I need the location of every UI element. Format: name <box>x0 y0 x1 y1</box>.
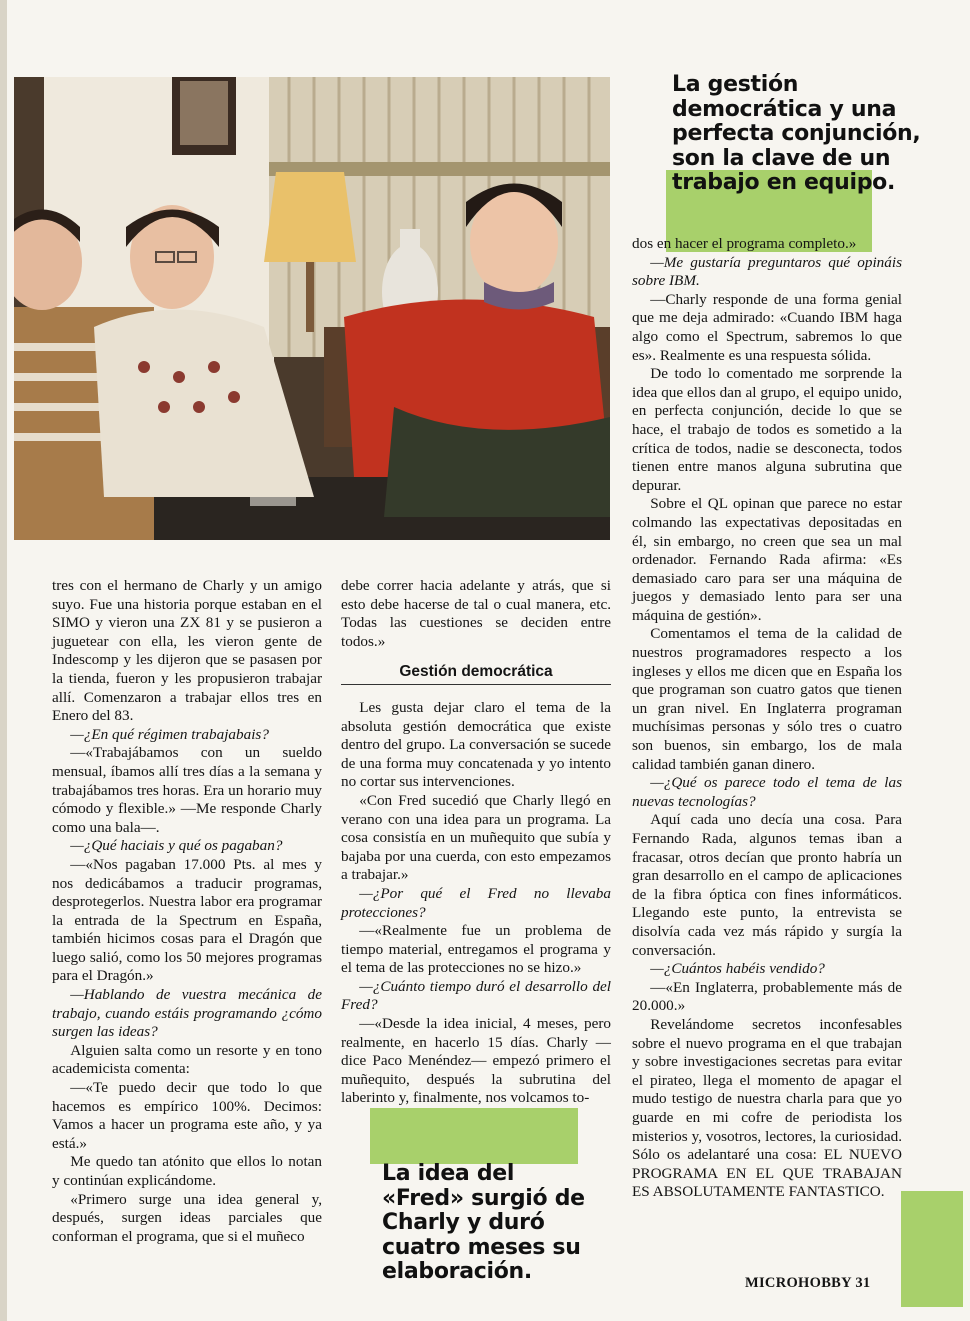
paragraph: Me quedo tan atónito que ellos lo notan y continúan explicándome. <box>52 1153 322 1189</box>
pullquote-top: La gestión democrática y una perfecta conjunción, son la clave de un trabajo en equipo. <box>672 72 921 195</box>
paragraph: tres con el hermano de Charly y un amigo suyo. Fue una historia porque estaban en el SIMO y vieron una ZX 81 y se pusieron a juguetear con ella, les vieron gente de Indescomp y les dijeron que se pasasen por la tienda, fueron y les propusieron trabajar allí. Comenzaron a trabajar ellos tres en Enero del 83. <box>52 577 322 725</box>
paragraph: —«En Inglaterra, probablemente más de 20.000.» <box>632 978 902 1015</box>
page-edge <box>0 0 7 1321</box>
interview-question: —¿Cuántos habéis vendido? <box>650 960 825 978</box>
interview-question: —Hablando de vuestra mecánica de trabajo, cuando estáis programando ¿cómo surgen las ideas? <box>52 986 322 1041</box>
paragraph: Comentamos el tema de la calidad de nuestros programadores respecto a los ingleses y ellos me dicen que en España los que programan son cuatro gatos que tienen un gran nivel. En Inglaterra programan muchísimas personas y sólo tres o cuatro son buenos, sin embargo, los de mala calidad también ganan dinero. <box>632 625 902 773</box>
green-edge-tab <box>901 1191 963 1307</box>
interview-photo <box>14 77 610 540</box>
paragraph: Revelándome secretos inconfesables sobre el nuevo programa en el que trabajan y sobre investigaciones secretas para evitar el pirateo, llega el momento de apagar el mudo testigo de nuestra charla para que yo guarde en mi cofre de periodista los misterios y, vosotros, lectores, la curiosidad. Sólo os adelantaré una cosa: EL NUEVO PROGRAMA EN EL QUE TRABAJAN ES ABSOLUTAMENTE FANTASTICO. <box>632 1015 902 1201</box>
pullquote-bottom: La idea del «Fred» surgió de Charly y duró cuatro meses su elaboración. <box>382 1161 585 1284</box>
section-subhead: Gestión democrática <box>341 663 611 685</box>
magazine-name: MICROHOBBY <box>745 1275 852 1291</box>
paragraph: Les gusta dejar claro el tema de la absoluta gestión democrática que existe dentro del grupo. La conversación se sucede de una forma muy concatenada y yo intento no cortar sus intervenciones. <box>341 698 611 791</box>
paragraph: «Con Fred sucedió que Charly llegó en verano con una idea para un programa. La cosa consistía en un muñequito que subía y bajaba por una cuerda, con esto empezamos a trabajar.» <box>341 791 611 884</box>
photo-illustration <box>14 77 610 540</box>
interview-question: —¿Qué os parece todo el tema de las nuevas tecnologías? <box>632 774 902 810</box>
article-column-2 <box>341 577 611 1108</box>
paragraph: —Charly responde de una forma genial que me deja admirado: «Cuando IBM haga algo como el Spectrum, sabremos lo que es». Realmente es una respuesta sólida. <box>632 290 902 364</box>
article-column-1 <box>52 577 322 1246</box>
interview-question: —¿Cuánto tiempo duró el desarrollo del Fred? <box>341 977 611 1014</box>
paragraph: —«Nos pagaban 17.000 Pts. al mes y nos dedicábamos a traducir programas, desprotegerlos. Nuestra labor era programar la entrada de la Spectrum en España, también hicimos cosas para el Dragón que luego salió, como los 50 mejores programas para el Dragón.» <box>52 855 322 985</box>
paragraph: dos en hacer el programa completo.» <box>632 235 857 252</box>
article-column-3 <box>632 235 902 1202</box>
paragraph: —«Te puedo decir que todo lo que hacemos es empírico 100%. Decimos: Vamos a hacer un programa este año, y ya está.» <box>52 1079 322 1152</box>
page-number: 31 <box>855 1275 871 1291</box>
paragraph: De todo lo comentado me sorprende la idea que ellos dan al grupo, el equipo unido, en perfecta conjunción, decide lo que se hace, el trabajo de todos es sometido a la crítica de todos, nadie se desconecta, todos tienen entre manos alguna subrutina que depurar. <box>632 365 902 494</box>
paragraph: —«Trabajábamos con un sueldo mensual, íbamos allí tres días a la semana y trabajábamos tres horas. Era un horario muy cómodo y flexible.» —Me responde Charly como una bala—. <box>52 744 322 836</box>
interview-question: —¿Por qué el Fred no llevaba protecciones? <box>341 884 611 921</box>
col2-highlight <box>370 1108 578 1164</box>
interview-question: —¿Qué haciais y qué os pagaban? <box>70 837 283 855</box>
paragraph: Sobre el QL opinan que parece no estar colmando las expectativas depositadas en él, sin embargo, no creen que sea un mal ordenador. Fernando Rada afirma: «Es demasiado caro para ser una máquina de juegos y demasiado lento para ser una máquina de gestión». <box>632 495 902 624</box>
paragraph: Aquí cada uno decía una cosa. Para Fernando Rada, algunos temas iban a fracasar, otros decían que pronto habría un gran desarrollo en el campo de aplicaciones de la fibra óptica con fines informáticos. Llegando este punto, la entrevista se disolvía cada vez más rápido y surgía la conversación. <box>632 811 902 959</box>
paragraph: Alguien salta como un resorte y en tono academicista comenta: <box>52 1041 322 1078</box>
paragraph: —«Desde la idea inicial, 4 meses, pero realmente, en hacerlo 15 días. Charly —dice Paco Menéndez— empezó primero el muñequito, después la subrutina del laberinto y, finalmente, nos volcamos to- <box>341 1015 611 1107</box>
page-footer <box>745 1275 870 1292</box>
paragraph: —«Realmente fue un problema de tiempo material, entregamos el programa y el tema de las protecciones no se hizo.» <box>341 922 611 977</box>
interview-question: —Me gustaría preguntaros qué opináis sobre IBM. <box>632 253 902 290</box>
paragraph: «Primero surge una idea general y, después, surgen ideas parciales que conforman el programa, que si el muñeco <box>52 1190 322 1245</box>
interview-question: —¿En qué régimen trabajabais? <box>70 725 269 743</box>
paragraph: debe correr hacia adelante y atrás, que si esto debe hacerse de tal o cual manera, etc. Todas las cuestiones se deciden entre todos.» <box>341 577 611 650</box>
